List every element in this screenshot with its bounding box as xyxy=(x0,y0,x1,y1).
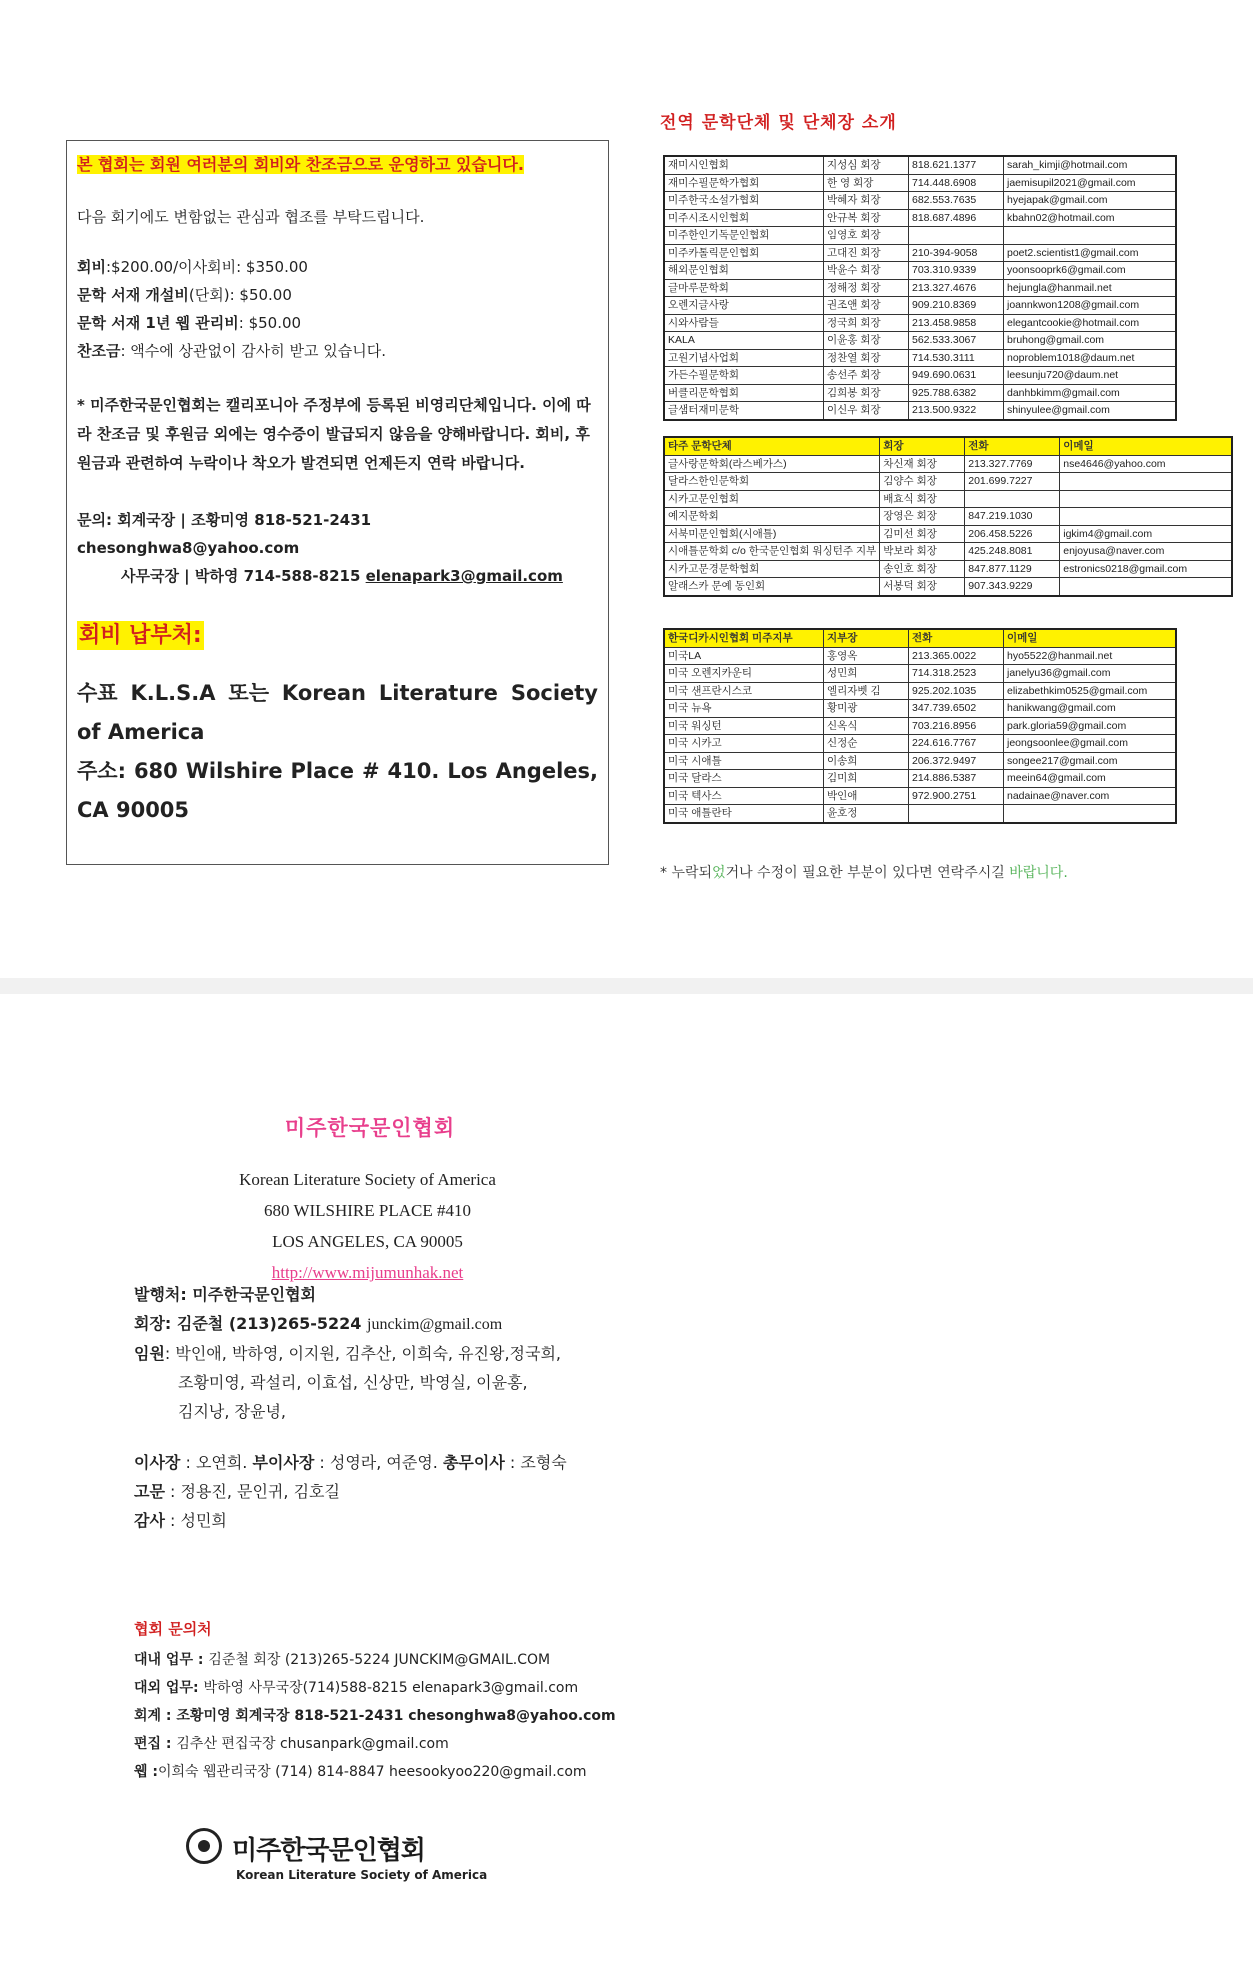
table-row xyxy=(664,227,1176,245)
table-cell: 201.699.7227 xyxy=(965,473,1060,491)
page-2 xyxy=(0,994,1253,1968)
table-header-cell: 한국디카시인협회 미주지부 xyxy=(664,629,824,647)
table-cell: 818.687.4896 xyxy=(909,209,1004,227)
table-cell[interactable]: nse4646@yahoo.com xyxy=(1060,455,1233,473)
president-email[interactable]: junckim@gmail.com xyxy=(367,1316,503,1333)
table-row xyxy=(664,752,1176,770)
table-cell: 서봉덕 회장 xyxy=(880,578,965,596)
table-cell: 미주시조시인협회 xyxy=(664,209,824,227)
table-row xyxy=(664,543,1232,561)
table-row xyxy=(664,192,1176,210)
table-cell: 지성심 회장 xyxy=(824,156,909,174)
table-cell: 김희봉 회장 xyxy=(824,384,909,402)
table-cell: 이신우 회장 xyxy=(824,402,909,420)
table-cell: 배효식 회장 xyxy=(880,490,965,508)
table-row xyxy=(664,279,1176,297)
table-cell: 신정순 xyxy=(824,735,909,753)
table-cell[interactable]: hanikwang@gmail.com xyxy=(1004,700,1177,718)
table-row xyxy=(664,332,1176,350)
table-cell: 425.248.8081 xyxy=(965,543,1060,561)
table-header-cell: 타주 문학단체 xyxy=(664,437,880,455)
table-cell[interactable]: joannkwon1208@gmail.com xyxy=(1004,297,1177,315)
table-cell[interactable]: meein64@gmail.com xyxy=(1004,770,1177,788)
table-row xyxy=(664,297,1176,315)
table-cell: 글샘터재미문학 xyxy=(664,402,824,420)
table-cell: 미국 뉴욕 xyxy=(664,700,824,718)
table-cell: 213.327.7769 xyxy=(965,455,1060,473)
table-cell: 미주카톨릭문인협회 xyxy=(664,244,824,262)
table-cell: 562.533.3067 xyxy=(909,332,1004,350)
table-row xyxy=(664,314,1176,332)
table-cell[interactable]: elizabethkim0525@gmail.com xyxy=(1004,682,1177,700)
table-row xyxy=(664,700,1176,718)
table-cell[interactable]: igkim4@gmail.com xyxy=(1060,525,1233,543)
table-row xyxy=(664,367,1176,385)
table-cell: 972.900.2751 xyxy=(909,787,1004,805)
table-cell: 송인호 회장 xyxy=(880,560,965,578)
contact-item: 웹 :이희숙 웹관리국장 (714) 814-8847 heesookyoo220@gmail.com xyxy=(134,1764,587,1780)
table-row xyxy=(664,578,1232,596)
table-cell: 714.448.6908 xyxy=(909,174,1004,192)
table-cell: 정찬열 회장 xyxy=(824,349,909,367)
table-cell: 시카고문인협회 xyxy=(664,490,880,508)
table-cell: 714.318.2523 xyxy=(909,665,1004,683)
org-eng-name: Korean Literature Society of America xyxy=(239,1170,496,1189)
table-cell[interactable]: shinyulee@gmail.com xyxy=(1004,402,1177,420)
logo-english-text: Korean Literature Society of America xyxy=(236,1868,488,1882)
table-cell: 206.372.9497 xyxy=(909,752,1004,770)
table-cell: 송선주 회장 xyxy=(824,367,909,385)
table-cell: 박인애 xyxy=(824,787,909,805)
table-cell: 시와사람들 xyxy=(664,314,824,332)
table-cell: 재미수필문학가협회 xyxy=(664,174,824,192)
table-header-row xyxy=(664,437,1232,455)
table-cell: 안규복 회장 xyxy=(824,209,909,227)
table-cell: 847.219.1030 xyxy=(965,508,1060,526)
table-header-cell: 지부장 xyxy=(824,629,909,647)
table-row xyxy=(664,560,1232,578)
table-cell xyxy=(1060,490,1233,508)
table-cell: 미주한인기독문인협회 xyxy=(664,227,824,245)
table-cell: 347.739.6502 xyxy=(909,700,1004,718)
table-cell: 미국 시카고 xyxy=(664,735,824,753)
table-cell: 오렌지글사랑 xyxy=(664,297,824,315)
table-cell[interactable]: jeongsoonlee@gmail.com xyxy=(1004,735,1177,753)
table-cell: 907.343.9229 xyxy=(965,578,1060,596)
table-cell: 박보라 회장 xyxy=(880,543,965,561)
table-row xyxy=(664,402,1176,420)
table-cell[interactable]: hejungla@hanmail.net xyxy=(1004,279,1177,297)
table-cell xyxy=(1060,578,1233,596)
table-cell xyxy=(909,805,1004,823)
table-header-cell: 회장 xyxy=(880,437,965,455)
la-groups-table xyxy=(663,155,1177,421)
table-header-cell: 이메일 xyxy=(1004,629,1177,647)
table-cell[interactable]: elegantcookie@hotmail.com xyxy=(1004,314,1177,332)
table-cell: 권조앤 회장 xyxy=(824,297,909,315)
table-cell: 고원기념사업회 xyxy=(664,349,824,367)
table-cell: 성민희 xyxy=(824,665,909,683)
table-cell: 가든수필문학회 xyxy=(664,367,824,385)
table-cell: 이송희 xyxy=(824,752,909,770)
table-cell xyxy=(1060,508,1233,526)
directory-title: 전역 문학단체 및 단체장 소개 xyxy=(660,113,897,133)
table-cell: 703.216.8956 xyxy=(909,717,1004,735)
contact-section-title: 협회 문의처 xyxy=(134,1620,212,1638)
org-address-line-1: 680 WILSHIRE PLACE #410 xyxy=(264,1201,471,1220)
table-cell: 미주한국소설가협회 xyxy=(664,192,824,210)
emblem-icon xyxy=(186,1828,222,1864)
table-cell: 정해정 회장 xyxy=(824,279,909,297)
table-cell[interactable]: estronics0218@gmail.com xyxy=(1060,560,1233,578)
table-cell: 925.202.1035 xyxy=(909,682,1004,700)
table-cell: 미국LA xyxy=(664,647,824,665)
table-cell: 213.327.4676 xyxy=(909,279,1004,297)
table-cell[interactable]: nadainae@naver.com xyxy=(1004,787,1177,805)
table-cell: 213.365.0022 xyxy=(909,647,1004,665)
table-row xyxy=(664,156,1176,174)
table-cell: 장영은 회장 xyxy=(880,508,965,526)
table-cell: 박혜자 회장 xyxy=(824,192,909,210)
org-address-line-2: LOS ANGELES, CA 90005 xyxy=(272,1232,463,1251)
table-cell: 224.616.7767 xyxy=(909,735,1004,753)
contact-item: 대내 업무 : 김준철 회장 (213)265-5224 JUNCKIM@GMAIL.COM xyxy=(134,1652,551,1668)
table-row xyxy=(664,647,1176,665)
table-cell: 김미선 회장 xyxy=(880,525,965,543)
contact-item: 편집 : 김추산 편집국장 chusanpark@gmail.com xyxy=(134,1736,449,1752)
payee-name: 수표 K.L.S.A 또는 Korean Literature Society of America xyxy=(77,681,598,744)
table-cell: 버클리문학협회 xyxy=(664,384,824,402)
treasurer-email[interactable]: chesonghwa8@yahoo.com xyxy=(77,539,300,557)
table-cell: 해외문인협회 xyxy=(664,262,824,280)
table-row xyxy=(664,455,1232,473)
table-cell[interactable]: kbahn02@hotmail.com xyxy=(1004,209,1177,227)
table-cell: 847.877.1129 xyxy=(965,560,1060,578)
table-cell: 재미시인협회 xyxy=(664,156,824,174)
table-cell: 정국희 회장 xyxy=(824,314,909,332)
table-row xyxy=(664,770,1176,788)
table-row xyxy=(664,174,1176,192)
table-cell: 미국 워싱턴 xyxy=(664,717,824,735)
table-cell: 글사랑문학회(라스베가스) xyxy=(664,455,880,473)
table-cell xyxy=(1060,473,1233,491)
table-cell: 글마루문학회 xyxy=(664,279,824,297)
table-cell: 고대진 회장 xyxy=(824,244,909,262)
website-link[interactable]: http://www.mijumunhak.net xyxy=(271,1263,464,1282)
table-cell: 한 영 회장 xyxy=(824,174,909,192)
table-cell[interactable]: janelyu36@gmail.com xyxy=(1004,665,1177,683)
table-row xyxy=(664,805,1176,823)
table-cell[interactable]: hyejapak@gmail.com xyxy=(1004,192,1177,210)
table-row xyxy=(664,209,1176,227)
contact-list xyxy=(134,1646,694,1786)
table-cell xyxy=(1004,227,1177,245)
table-cell: 925.788.6382 xyxy=(909,384,1004,402)
table-header-cell: 전화 xyxy=(965,437,1060,455)
table-cell: 서북미문인협회(시애틀) xyxy=(664,525,880,543)
table-cell: 김미희 xyxy=(824,770,909,788)
table-cell: 714.530.3111 xyxy=(909,349,1004,367)
table-cell: 신옥식 xyxy=(824,717,909,735)
table-header-row xyxy=(664,629,1176,647)
table-cell: 알래스카 문예 동인회 xyxy=(664,578,880,596)
table-cell: 703.310.9339 xyxy=(909,262,1004,280)
table-cell: KALA xyxy=(664,332,824,350)
notice-headline: 본 협회는 회원 여러분의 회비와 찬조금으로 운영하고 있습니다. xyxy=(77,155,524,174)
notice-request: 다음 회기에도 변함없는 관심과 협조를 부탁드립니다. xyxy=(77,208,425,226)
table-cell xyxy=(1004,805,1177,823)
publisher-info: 발행처: 미주한국문인협회 회장: 김준철 (213)265-5224 junckim@gmail.com 임원: 박인애, 박하영, 이지원, 김추산, 이희숙, 유진왕,정국희, 조황미영, 곽설리, 이효섭, 신상만, 박영실, 이윤홍, 김지낭, 장윤녕, 이사장 : 오연희. 부이사장 : 성영라, 여준영. 총무이사 : 조형숙 고문 : 정용진, 문인귀, 김호길 감사 : 성민희 xyxy=(134,1285,567,1530)
table-cell[interactable]: jaemisupil2021@gmail.com xyxy=(1004,174,1177,192)
table-cell xyxy=(965,490,1060,508)
table-cell: 682.553.7635 xyxy=(909,192,1004,210)
dicapoetry-branches-table xyxy=(663,628,1177,824)
table-cell: 홍영옥 xyxy=(824,647,909,665)
table-cell[interactable]: enjoyusa@naver.com xyxy=(1060,543,1233,561)
table-row xyxy=(664,244,1176,262)
contact-item: 대외 업무: 박하영 사무국장(714)588-8215 elenapark3@gmail.com xyxy=(134,1680,579,1696)
page-1 xyxy=(0,0,1253,978)
table-cell: 시카고문경문학협회 xyxy=(664,560,880,578)
table-row xyxy=(664,735,1176,753)
org-logo xyxy=(186,1828,526,1888)
table-cell[interactable]: noproblem1018@daum.net xyxy=(1004,349,1177,367)
table-cell[interactable]: leesunju720@daum.net xyxy=(1004,367,1177,385)
table-cell: 213.458.9858 xyxy=(909,314,1004,332)
table-cell[interactable]: park.gloria59@gmail.com xyxy=(1004,717,1177,735)
nonprofit-note: * 미주한국문인협회는 캘리포니아 주정부에 등록된 비영리단체입니다. 이에 따라 찬조금 및 후원금 외에는 영수증이 발급되지 않음을 양해바랍니다. 회비, 후원금과 관련하여 누락이나 착오가 발견되면 언제든지 연락 바랍니다. xyxy=(77,396,591,472)
table-cell: 이윤홍 회장 xyxy=(824,332,909,350)
table-cell: 미국 애틀란타 xyxy=(664,805,824,823)
table-cell[interactable]: poet2.scientist1@gmail.com xyxy=(1004,244,1177,262)
table-cell: 윤호정 xyxy=(824,805,909,823)
fee-item: 문학 서재 개설비(단회): $50.00 xyxy=(77,286,292,304)
table-cell: 미국 샌프란시스코 xyxy=(664,682,824,700)
table-cell: 206.458.5226 xyxy=(965,525,1060,543)
table-cell[interactable]: bruhong@gmail.com xyxy=(1004,332,1177,350)
contact-item: 회계 : 조황미영 회계국장 818-521-2431 chesonghwa8@yahoo.com xyxy=(134,1708,616,1724)
table-row xyxy=(664,525,1232,543)
org-address-block xyxy=(0,1164,735,1288)
table-cell: 박윤수 회장 xyxy=(824,262,909,280)
notice-contacts: 문의: 회계국장 | 조황미영 818-521-2431 chesonghwa8@yahoo.com 사무국장 | 박하영 714-588-8215 elenapark3@gmail.com xyxy=(77,511,563,585)
fee-item: 회비:$200.00/이사회비: $350.00 xyxy=(77,258,308,276)
table-row xyxy=(664,384,1176,402)
membership-notice-box xyxy=(66,140,609,865)
table-cell: 미국 오렌지카운티 xyxy=(664,665,824,683)
table-row xyxy=(664,262,1176,280)
table-row xyxy=(664,490,1232,508)
table-row xyxy=(664,787,1176,805)
secretary-email[interactable]: elenapark3@gmail.com xyxy=(365,567,563,585)
fee-item: 찬조금: 액수에 상관없이 감사히 받고 있습니다. xyxy=(77,342,386,360)
page-separator xyxy=(0,978,1253,994)
table-cell: 달라스한인문학회 xyxy=(664,473,880,491)
org-name: 미주한국문인협회 xyxy=(284,1116,456,1140)
directory-footnote: * 누락되었거나 수정이 필요한 부분이 있다면 연락주시길 바랍니다. xyxy=(660,865,1068,881)
table-cell: 황미광 xyxy=(824,700,909,718)
table-row xyxy=(664,473,1232,491)
table-cell: 818.621.1377 xyxy=(909,156,1004,174)
table-cell[interactable]: hyo5522@hanmail.net xyxy=(1004,647,1177,665)
table-cell: 210-394-9058 xyxy=(909,244,1004,262)
table-cell: 미국 텍사스 xyxy=(664,787,824,805)
payto-label: 회비 납부처: xyxy=(79,623,202,648)
table-cell: 214.886.5387 xyxy=(909,770,1004,788)
table-cell: 차신재 회장 xyxy=(880,455,965,473)
table-cell: 임영호 회장 xyxy=(824,227,909,245)
table-header-cell: 이메일 xyxy=(1060,437,1233,455)
table-cell: 시애틀문학회 c/o 한국문인협회 워싱턴주 지부 xyxy=(664,543,880,561)
table-cell: 엘리자벳 김 xyxy=(824,682,909,700)
table-cell: 213.500.9322 xyxy=(909,402,1004,420)
payment-address: 수표 K.L.S.A 또는 Korean Literature Society of America 주소: 680 Wilshire Place # 410. Los Angeles, CA 90005 xyxy=(77,681,598,822)
table-header-cell: 전화 xyxy=(909,629,1004,647)
table-row xyxy=(664,665,1176,683)
table-row xyxy=(664,717,1176,735)
table-row xyxy=(664,349,1176,367)
table-row xyxy=(664,508,1232,526)
table-cell: 909.210.8369 xyxy=(909,297,1004,315)
table-row xyxy=(664,682,1176,700)
fee-item: 문학 서재 1년 웹 관리비: $50.00 xyxy=(77,314,302,332)
fee-list xyxy=(77,253,598,365)
table-cell: 예지문학회 xyxy=(664,508,880,526)
table-cell xyxy=(909,227,1004,245)
table-cell[interactable]: danhbkimm@gmail.com xyxy=(1004,384,1177,402)
table-cell: 미국 달라스 xyxy=(664,770,824,788)
other-state-groups-table xyxy=(663,436,1233,597)
logo-korean-text: 미주한국문인협회 xyxy=(232,1836,425,1866)
table-cell[interactable]: yoonsooprk6@gmail.com xyxy=(1004,262,1177,280)
table-cell[interactable]: songee217@gmail.com xyxy=(1004,752,1177,770)
table-cell[interactable]: sarah_kimji@hotmail.com xyxy=(1004,156,1177,174)
table-cell: 미국 시애틀 xyxy=(664,752,824,770)
table-cell: 김양수 회장 xyxy=(880,473,965,491)
table-cell: 949.690.0631 xyxy=(909,367,1004,385)
